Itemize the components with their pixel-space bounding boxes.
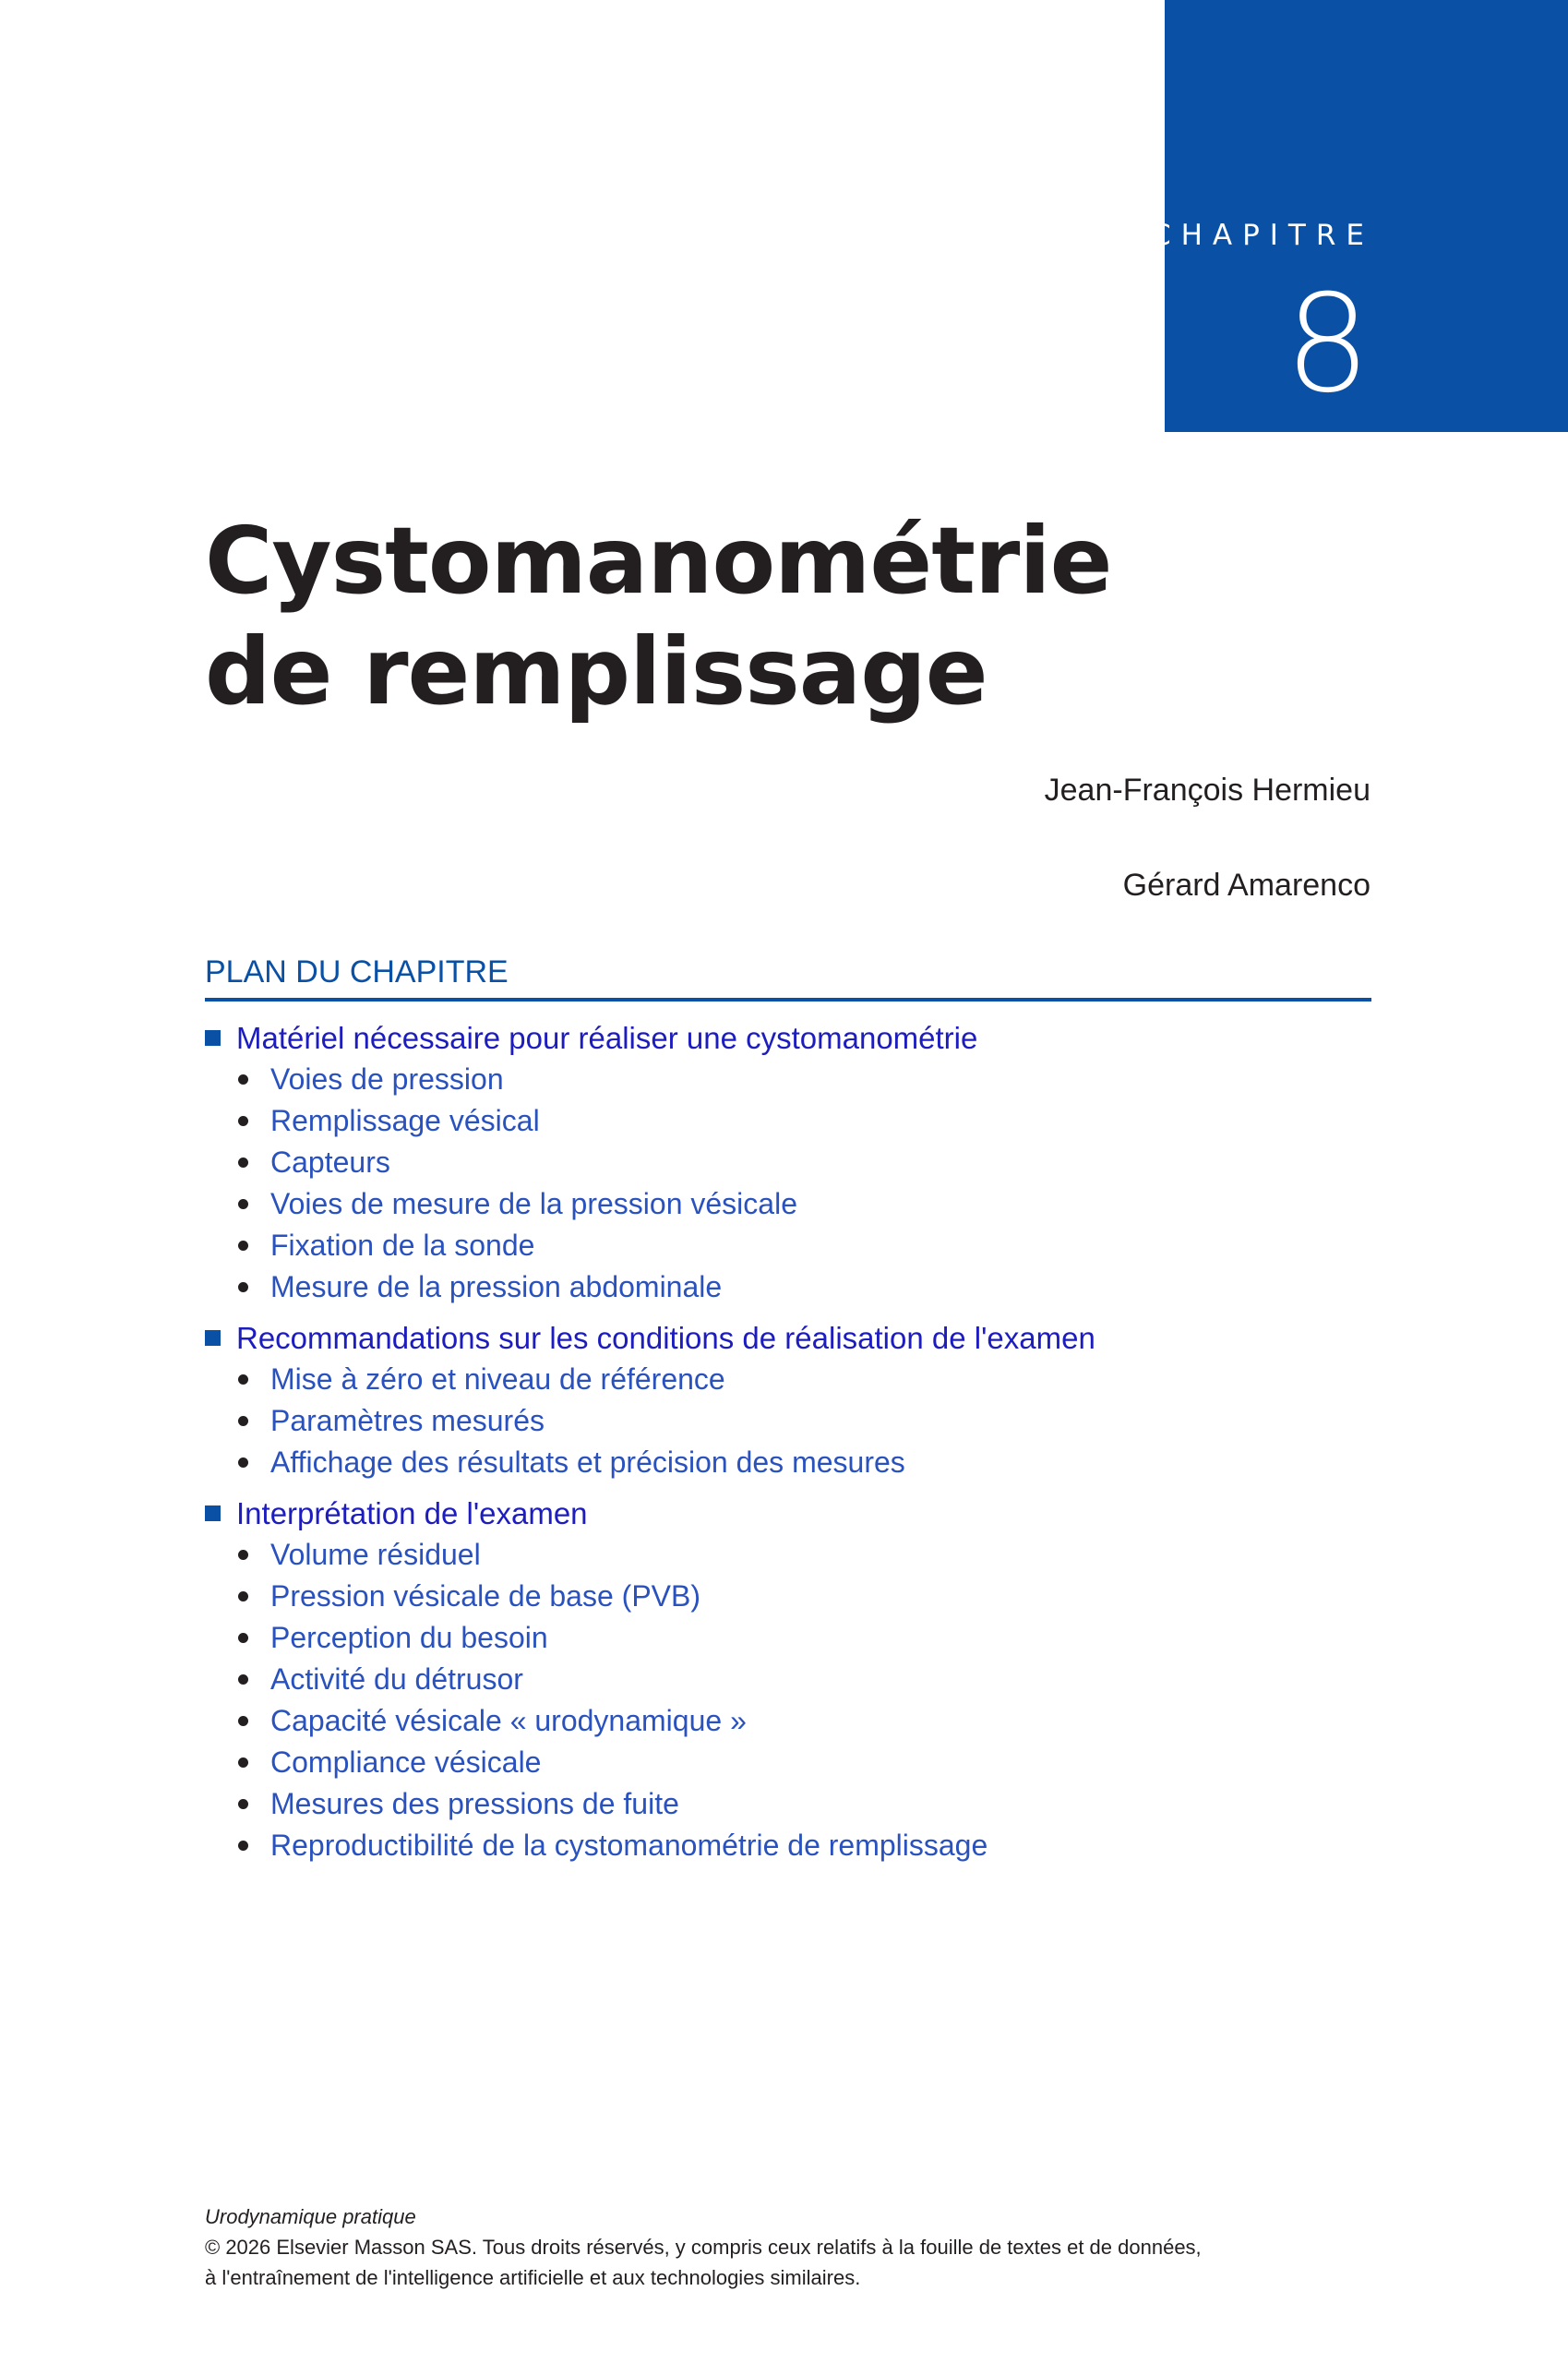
bullet-icon bbox=[238, 1716, 248, 1726]
square-bullet-icon bbox=[205, 1505, 221, 1521]
toc-item[interactable] bbox=[205, 1576, 1371, 1617]
toc-section-label: Recommandations sur les conditions de réalisation de l'examen bbox=[236, 1320, 1095, 1355]
toc-item-label: Remplissage vésical bbox=[270, 1104, 540, 1137]
chapter-box bbox=[1150, 0, 1568, 432]
toc-item[interactable] bbox=[205, 1266, 1371, 1308]
chapter-number: 8 bbox=[1285, 266, 1371, 423]
toc-item-label: Fixation de la sonde bbox=[270, 1229, 535, 1262]
author-2: Gérard Amarenco bbox=[1122, 868, 1371, 903]
bullet-icon bbox=[238, 1757, 248, 1768]
bullet-icon bbox=[238, 1282, 248, 1292]
bullet-icon bbox=[238, 1550, 248, 1560]
book-title: Urodynamique pratique bbox=[205, 2205, 416, 2228]
toc-item-label: Reproductibilité de la cystomanométrie de remplissage bbox=[270, 1829, 988, 1862]
toc-item[interactable] bbox=[205, 1359, 1371, 1400]
toc-section-title[interactable] bbox=[205, 1017, 1371, 1059]
toc-item-list bbox=[205, 1059, 1371, 1308]
toc-item-label: Mesure de la pression abdominale bbox=[270, 1270, 723, 1303]
toc-item-label: Mesures des pressions de fuite bbox=[270, 1787, 679, 1820]
toc-section bbox=[205, 1317, 1371, 1483]
toc-item[interactable] bbox=[205, 1617, 1371, 1659]
square-bullet-icon bbox=[205, 1330, 221, 1346]
chapter-title-line-2: de remplissage bbox=[205, 618, 987, 726]
bullet-icon bbox=[238, 1074, 248, 1085]
toc-item[interactable] bbox=[205, 1659, 1371, 1700]
bullet-icon bbox=[238, 1591, 248, 1601]
bullet-icon bbox=[238, 1633, 248, 1643]
toc-item[interactable] bbox=[205, 1400, 1371, 1442]
toc-item[interactable] bbox=[205, 1742, 1371, 1783]
toc-item-list bbox=[205, 1534, 1371, 1866]
copyright-line-1: © 2026 Elsevier Masson SAS. Tous droits réservés, y compris ceux relatifs à la fouille de textes et de données, bbox=[205, 2236, 1202, 2259]
toc-item[interactable] bbox=[205, 1442, 1371, 1483]
toc-item-list bbox=[205, 1359, 1371, 1483]
bullet-icon bbox=[238, 1374, 248, 1385]
toc-item-label: Capacité vésicale « urodynamique » bbox=[270, 1704, 747, 1737]
chapter-title-line-1: Cystomanométrie bbox=[205, 507, 1112, 615]
toc-section bbox=[205, 1493, 1371, 1866]
toc-item[interactable] bbox=[205, 1225, 1371, 1266]
toc-item-label: Voies de pression bbox=[270, 1062, 504, 1096]
toc-item-label: Mise à zéro et niveau de référence bbox=[270, 1362, 725, 1396]
toc-item-label: Paramètres mesurés bbox=[270, 1404, 545, 1437]
toc-item[interactable] bbox=[205, 1100, 1371, 1142]
copyright-line-2: à l'entraînement de l'intelligence artificielle et aux technologies similaires. bbox=[205, 2266, 861, 2289]
toc-item-label: Voies de mesure de la pression vésicale bbox=[270, 1187, 797, 1220]
toc-item[interactable] bbox=[205, 1059, 1371, 1100]
bullet-icon bbox=[238, 1841, 248, 1851]
author-1: Jean-François Hermieu bbox=[1044, 773, 1371, 808]
toc-item[interactable] bbox=[205, 1183, 1371, 1225]
toc-section-label: Matériel nécessaire pour réaliser une cystomanométrie bbox=[236, 1020, 978, 1055]
bullet-icon bbox=[238, 1241, 248, 1251]
toc-item-label: Capteurs bbox=[270, 1146, 390, 1179]
page-footer bbox=[205, 2201, 1202, 2293]
toc-item-label: Affichage des résultats et précision des mesures bbox=[270, 1445, 905, 1479]
bullet-icon bbox=[238, 1116, 248, 1126]
chapter-outline bbox=[205, 1017, 1371, 1876]
toc-section bbox=[205, 1017, 1371, 1308]
toc-item[interactable] bbox=[205, 1825, 1371, 1866]
toc-item-label: Perception du besoin bbox=[270, 1621, 548, 1654]
toc-item-label: Pression vésicale de base (PVB) bbox=[270, 1579, 700, 1613]
bullet-icon bbox=[238, 1158, 248, 1168]
toc-item-label: Volume résiduel bbox=[270, 1538, 481, 1571]
toc-item[interactable] bbox=[205, 1783, 1371, 1825]
chapter-title bbox=[205, 506, 1111, 727]
toc-item-label: Compliance vésicale bbox=[270, 1745, 542, 1779]
toc-section-title[interactable] bbox=[205, 1317, 1371, 1359]
bullet-icon bbox=[238, 1416, 248, 1426]
toc-item[interactable] bbox=[205, 1700, 1371, 1742]
toc-item[interactable] bbox=[205, 1534, 1371, 1576]
toc-section-label: Interprétation de l'examen bbox=[236, 1495, 588, 1530]
chapter-label: CHAPITRE bbox=[1150, 219, 1374, 252]
plan-heading: PLAN DU CHAPITRE bbox=[205, 954, 1371, 1002]
bullet-icon bbox=[238, 1457, 248, 1468]
toc-section-title[interactable] bbox=[205, 1493, 1371, 1534]
toc-item-label: Activité du détrusor bbox=[270, 1662, 523, 1696]
bullet-icon bbox=[238, 1799, 248, 1809]
bullet-icon bbox=[238, 1674, 248, 1685]
bullet-icon bbox=[238, 1199, 248, 1209]
toc-item[interactable] bbox=[205, 1142, 1371, 1183]
square-bullet-icon bbox=[205, 1030, 221, 1046]
